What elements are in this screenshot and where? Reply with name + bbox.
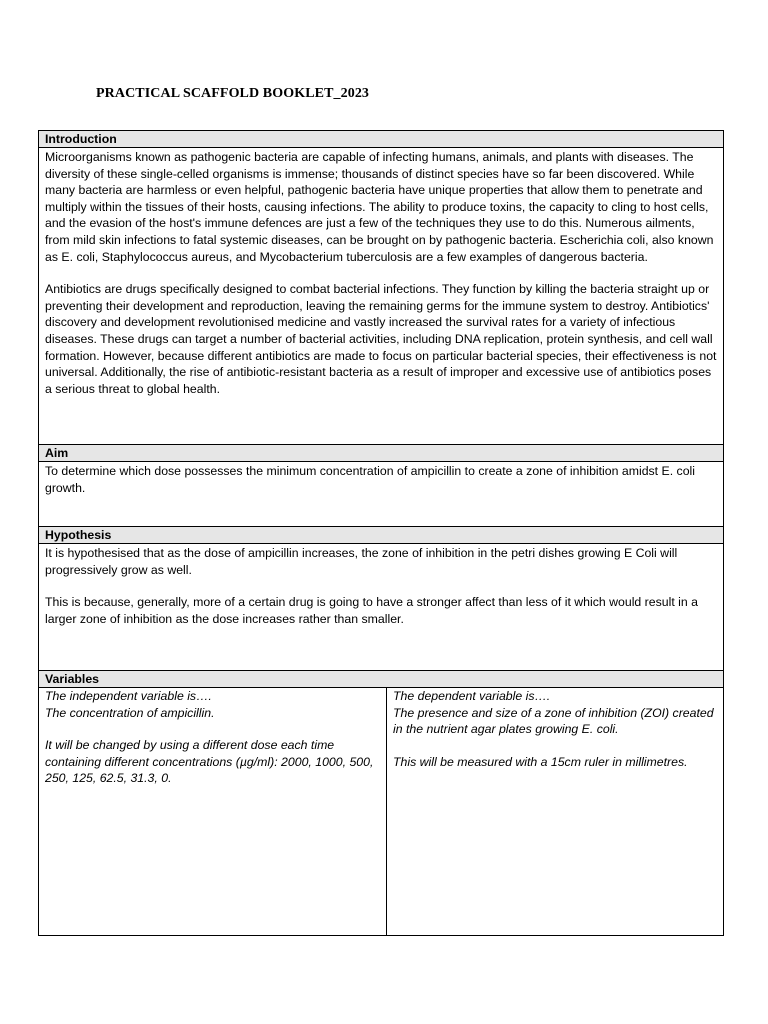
introduction-paragraph: Microorganisms known as pathogenic bacteria are capable of infecting humans, animals, and plants with diseases. The diversity of these single-celled organisms is immense; thousands of distinct species have so far been discovered. While many bacteria are harmless or even helpful, pathogenic bacteria have unique properties that allow them to penetrate and multiply within the tissues of their hosts, causing infections. The ability to produce toxins, the capacity to cling to host cells, and the evasion of the host's immune defences are just a few of the techniques they use to do this. Numerous ailments, from mild skin infections to fatal systemic diseases, can be brought on by pathogenic bacteria. Escherichia coli, also known as E. coli, Staphylococcus aureus, and Mycobacterium tuberculosis are a few examples of dangerous bacteria. bbox=[45, 150, 714, 264]
scaffold-table bbox=[38, 130, 724, 936]
hypothesis-section bbox=[39, 544, 723, 671]
dependent-variable-value: The presence and size of a zone of inhibition (ZOI) created in the nutrient agar plates growing E. coli. bbox=[393, 705, 714, 737]
aim-heading: Aim bbox=[39, 445, 723, 462]
independent-variable-value: The concentration of ampicillin. bbox=[45, 705, 215, 720]
dependent-variable-cell bbox=[387, 688, 723, 935]
variables-heading: Variables bbox=[39, 671, 723, 688]
introduction-heading: Introduction bbox=[39, 131, 723, 148]
introduction-paragraph: Antibiotics are drugs specifically designed to combat bacterial infections. They function by killing the bacteria straight up or preventing their development and reproduction, leaving the remaining germs for the immune system to destroy. Antibiotics' discovery and development revolutionised medicine and vastly increased the survival rates for a variety of infectious diseases. These drugs can target a number of bacterial activities, including DNA replication, protein synthesis, and cell wall formation. However, because different antibiotics are made to focus on particular bacterial species, their effectiveness is not universal. Additionally, the rise of antibiotic-resistant bacteria as a result of improper and excessive use of antibiotics poses a serious threat to global health. bbox=[45, 282, 717, 396]
hypothesis-paragraph: This is because, generally, more of a certain drug is going to have a stronger affect than less of it which would result in a larger zone of inhibition as the dose increases rather than smaller. bbox=[45, 595, 698, 626]
document-title: PRACTICAL SCAFFOLD BOOKLET_2023 bbox=[96, 86, 370, 101]
variables-section bbox=[39, 688, 723, 935]
independent-variable-label: The independent variable is…. bbox=[45, 689, 212, 703]
introduction-section bbox=[39, 148, 723, 445]
independent-variable-detail: It will be changed by using a different dose each time containing different concentrations (µg/ml): 2000, 1000, 500, 250, 125, 62.5, 31.3, 0. bbox=[45, 738, 374, 786]
dependent-variable-detail: This will be measured with a 15cm ruler in millimetres. bbox=[393, 754, 688, 769]
aim-section bbox=[39, 462, 723, 527]
aim-text: To determine which dose possesses the minimum concentration of ampicillin to create a zone of inhibition amidst E. coli growth. bbox=[45, 464, 696, 495]
hypothesis-heading: Hypothesis bbox=[39, 527, 723, 544]
hypothesis-paragraph: It is hypothesised that as the dose of ampicillin increases, the zone of inhibition in the petri dishes growing E Coli will progressively grow as well. bbox=[45, 546, 678, 577]
dependent-variable-label: The dependent variable is…. bbox=[393, 689, 551, 703]
independent-variable-cell bbox=[39, 688, 387, 935]
